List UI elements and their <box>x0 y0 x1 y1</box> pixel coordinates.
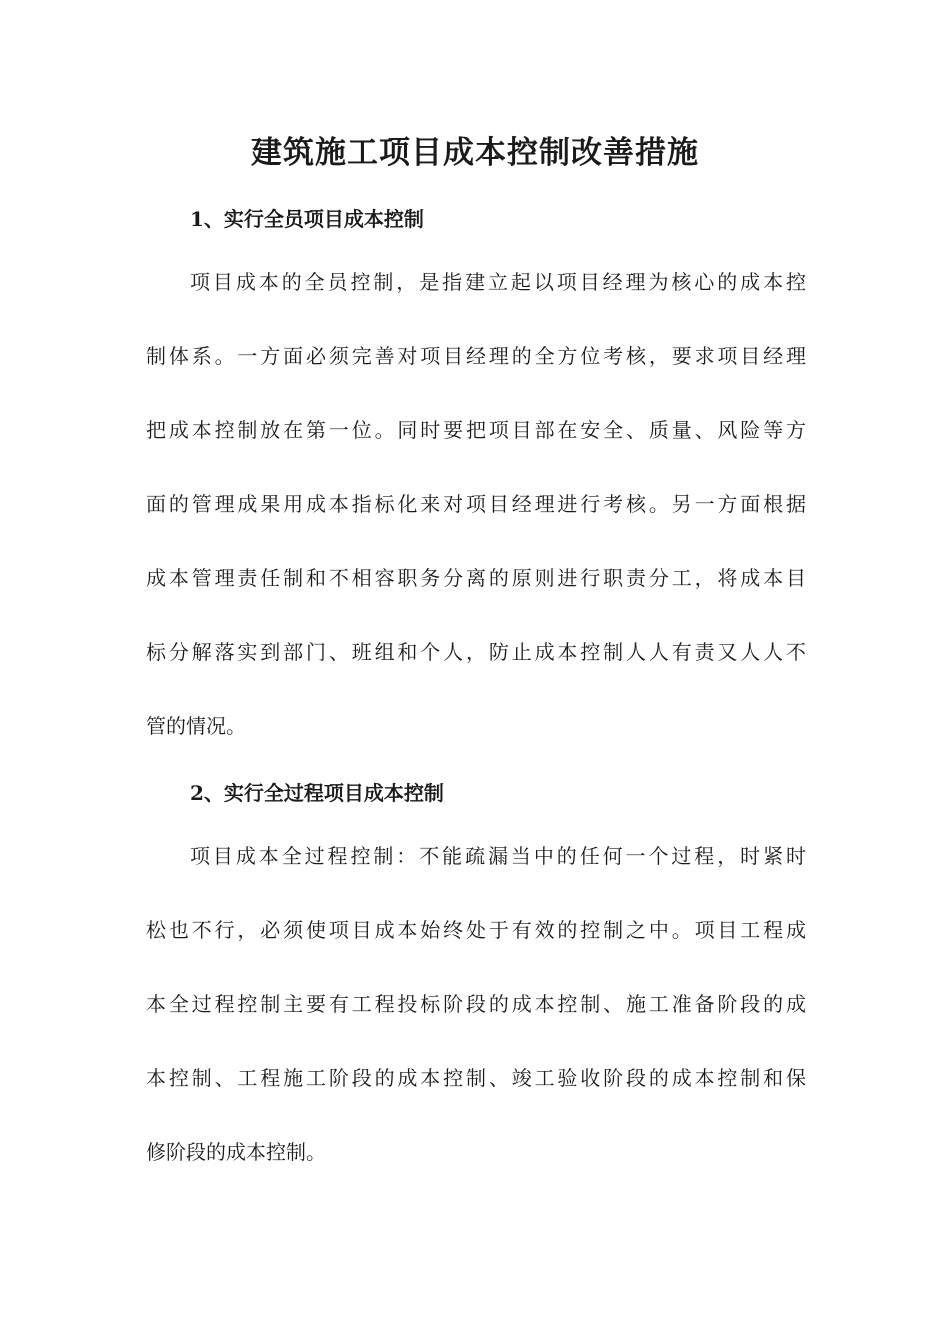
paragraph-line: 成本管理责任制和不相容职务分离的原则进行职责分工，将成本目 <box>146 566 806 590</box>
section-1-paragraph <box>146 262 806 780</box>
paragraph-line: 项目成本全过程控制：不能疏漏当中的任何一个过程，时紧时 <box>190 844 806 868</box>
paragraph-line: 制体系。一方面必须完善对项目经理的全方位考核，要求项目经理 <box>146 344 806 368</box>
section-2-heading: 2、实行全过程项目成本控制 <box>190 781 444 805</box>
paragraph-line: 本全过程控制主要有工程投标阶段的成本控制、施工准备阶段的成 <box>146 992 806 1016</box>
paragraph-line: 标分解落实到部门、班组和个人，防止成本控制人人有责又人人不 <box>146 640 806 664</box>
paragraph-line: 本控制、工程施工阶段的成本控制、竣工验收阶段的成本控制和保 <box>146 1066 806 1090</box>
paragraph-line: 管的情况。 <box>146 714 246 738</box>
paragraph-line: 面的管理成果用成本指标化来对项目经理进行考核。另一方面根据 <box>146 492 806 516</box>
paragraph-line: 松也不行，必须使项目成本始终处于有效的控制之中。项目工程成 <box>146 918 806 942</box>
section-1-heading: 1、实行全员项目成本控制 <box>190 207 424 231</box>
paragraph-line: 项目成本的全员控制，是指建立起以项目经理为核心的成本控 <box>190 270 806 294</box>
document-title: 建筑施工项目成本控制改善措施 <box>251 135 699 171</box>
paragraph-line: 修阶段的成本控制。 <box>146 1140 326 1164</box>
section-2-paragraph <box>146 836 806 1206</box>
paragraph-line: 把成本控制放在第一位。同时要把项目部在安全、质量、风险等方 <box>146 418 806 442</box>
